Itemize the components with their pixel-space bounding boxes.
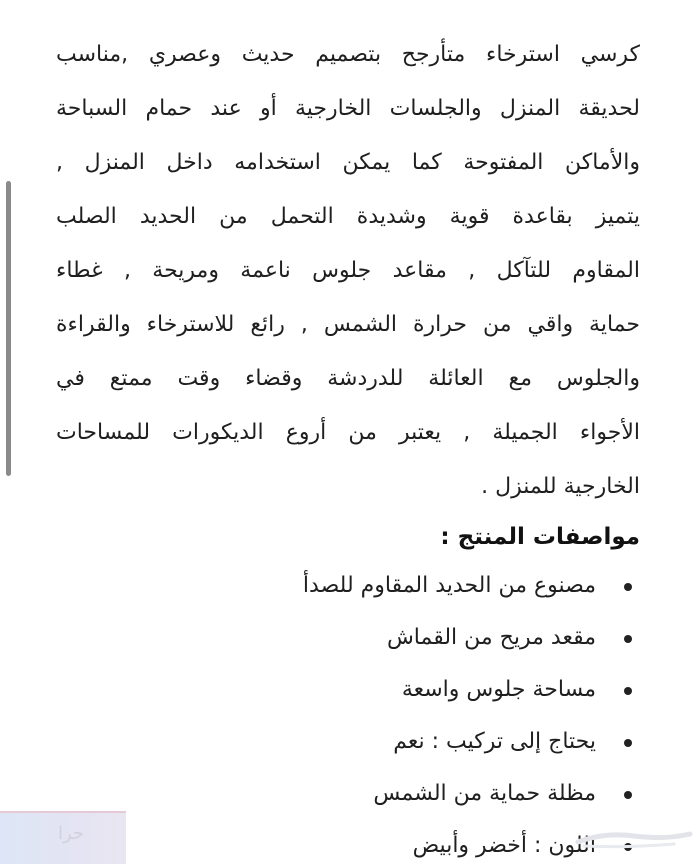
spec-item-text: اللون : أخضر وأبيض — [412, 833, 596, 858]
specs-list — [56, 560, 640, 864]
description-line: المقاوم للتآكل , مقاعد جلوس ناعمة ومريحة , غطاء — [56, 258, 640, 283]
spec-item — [56, 716, 640, 768]
description-line: الأجواء الجميلة , يعتبر من أروع الديكورات للمساحات — [56, 420, 640, 445]
bullet-icon — [624, 687, 632, 695]
watermark-logo-icon — [574, 826, 694, 850]
description-line: كرسي استرخاء متأرجح بتصميم حديث وعصري ,مناسب — [56, 42, 640, 67]
scrollbar[interactable] — [6, 181, 11, 476]
description-line: والأماكن المفتوحة كما يمكن استخدامه داخل المنزل , — [56, 150, 640, 175]
description-line: لحديقة المنزل والجلسات الخارجية أو عند حمام السباحة — [56, 96, 640, 121]
bullet-icon — [624, 739, 632, 747]
bullet-icon — [624, 583, 632, 591]
spec-item-text: مصنوع من الحديد المقاوم للصدأ — [302, 573, 596, 598]
spec-item — [56, 768, 640, 820]
description-line: والجلوس مع العائلة للدردشة وقضاء وقت ممتع في — [56, 366, 640, 391]
description-line: يتميز بقاعدة قوية وشديدة التحمل من الحديد الصلب — [56, 204, 640, 229]
spec-item — [56, 560, 640, 612]
specs-heading: مواصفات المنتج : — [440, 524, 640, 550]
spec-item-text: مساحة جلوس واسعة — [401, 677, 596, 702]
description-line: حماية واقي من حرارة الشمس , رائع للاسترخاء والقراءة — [56, 312, 640, 337]
spec-item — [56, 820, 640, 864]
description-paragraph — [56, 28, 640, 514]
corner-thumbnail[interactable] — [0, 811, 126, 864]
spec-item-text: يحتاج إلى تركيب : نعم — [393, 729, 596, 754]
spec-item-text: مقعد مريح من القماش — [386, 625, 596, 650]
bullet-icon — [624, 635, 632, 643]
spec-item — [56, 664, 640, 716]
bullet-icon — [624, 791, 632, 799]
product-description — [56, 28, 640, 864]
description-line: الخارجية للمنزل . — [481, 474, 640, 499]
thumbnail-ghost-text: حرا — [58, 823, 85, 844]
spec-item — [56, 612, 640, 664]
spec-item-text: مظلة حماية من الشمس — [373, 781, 596, 806]
